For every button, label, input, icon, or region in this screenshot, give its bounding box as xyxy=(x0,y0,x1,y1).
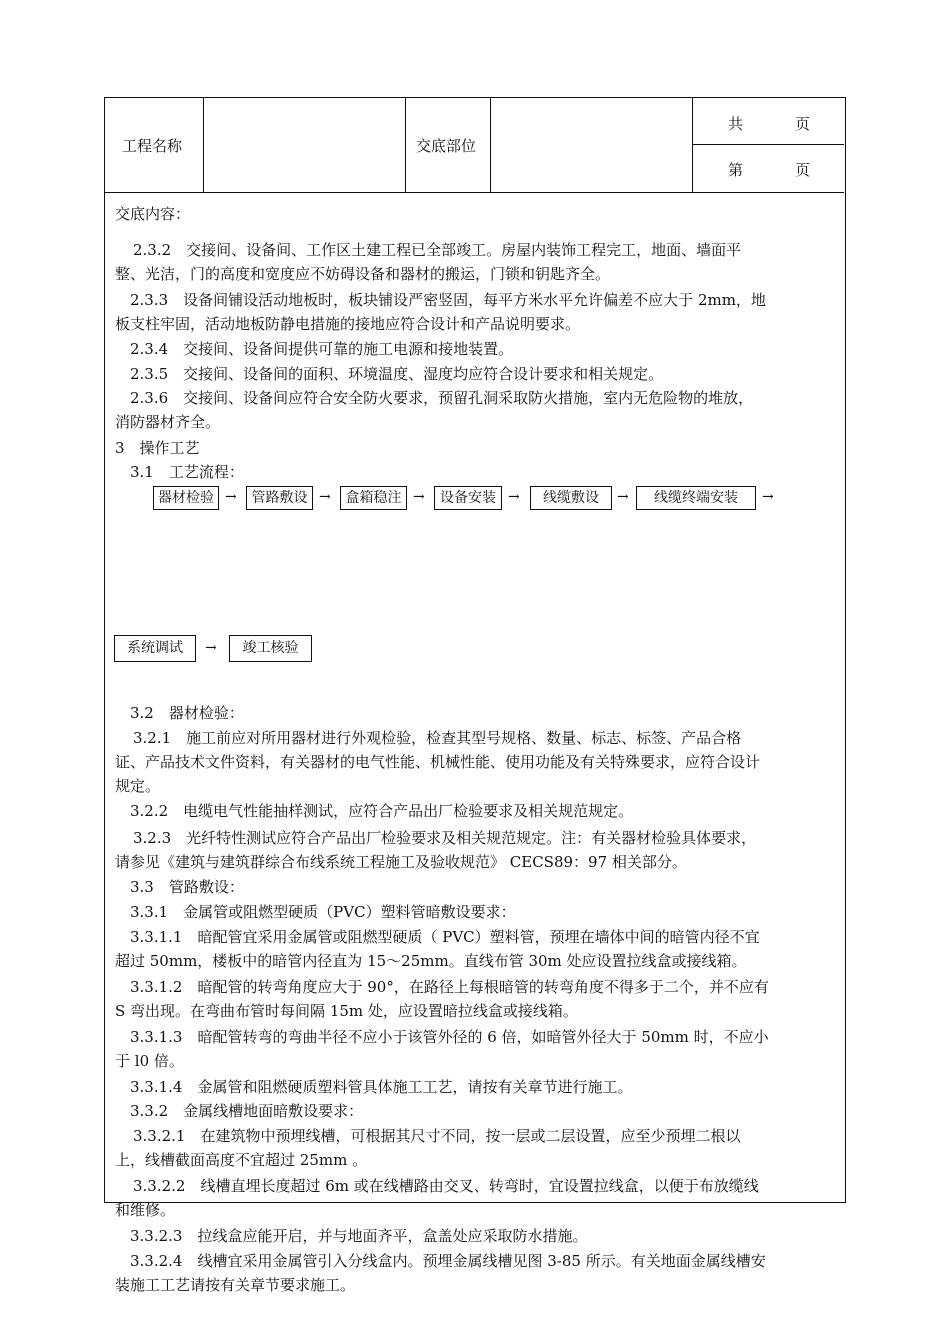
divider xyxy=(692,98,693,192)
section-heading-3: 3 操作工艺 xyxy=(115,439,200,457)
paragraph-3-3-2-3: 3.3.2.3 拉线盒应能开启，并与地面齐平，盒盖处应采取防水措施。 xyxy=(130,1227,588,1245)
paragraph-3-2-1: 3.2.1 施工前应对所用器材进行外观检验，检查其型号规格、数量、标志、标签、产品合格 证、产品技术文件资料，有关器材的电气性能、机械性能、使用功能及有关特殊要求，应符合设计 规定。 xyxy=(115,729,761,795)
paragraph-2-3-2: 2.3.2 交接间、设备间、工作区土建工程已全部竣工。房屋内装饰工程完工，地面、墙面平 整、光洁，门的高度和宽度应不妨碍设备和器材的搬运，门锁和钥匙齐全。 xyxy=(115,241,742,283)
handover-form xyxy=(104,97,846,1294)
flow-step-completion-acceptance: 竣工核验 xyxy=(229,635,312,662)
paragraph-3-3-1-1: 3.3.1.1 暗配管宜采用金属管或阻燃型硬质（ PVC）塑料管，预埋在墙体中间的暗管内径不宜 超过 50mm，楼板中的暗管内径直为 15～25mm。直线布管 30m 处应设置拉线盒或接线箱。 xyxy=(115,928,760,970)
flow-step-cable-termination: 线缆终端安装 xyxy=(636,486,756,510)
section-heading-3-3: 3.3 管路敷设： xyxy=(130,878,244,896)
flow-arrow-icon: → xyxy=(508,489,520,505)
paragraph-3-3-1: 3.3.1 金属管或阻燃型硬质（PVC）塑料管暗敷设要求： xyxy=(130,903,516,921)
divider xyxy=(692,144,844,145)
flow-step-equipment-install: 设备安装 xyxy=(434,486,502,510)
paragraph-3-3-1-3: 3.3.1.3 暗配管转弯的弯曲半径不应小于该管外径的 6 倍，如暗管外径大于 50mm 时，不应小 于 l0 倍。 xyxy=(115,1028,769,1070)
paragraph-3-2-3: 3.2.3 光纤特性测试应符合产品出厂检验要求及相关规范规定。注：有关器材检验具体要求， 请参见《建筑与建筑群综合布线系统工程施工及验收规范》 CECS89：97 相关部分。 xyxy=(115,829,757,871)
section-heading-3-1: 3.1 工艺流程： xyxy=(130,463,244,481)
project-name-label: 工程名称 xyxy=(122,137,183,155)
flow-arrow-icon: → xyxy=(319,489,331,505)
total-pages-unit: 页 xyxy=(795,115,811,133)
flow-arrow-icon: → xyxy=(617,489,629,505)
flow-step-cable-laying: 线缆敷设 xyxy=(530,486,612,510)
paragraph-3-2-2: 3.2.2 电缆电气性能抽样测试，应符合产品出厂检验要求及相关规范规定。 xyxy=(130,802,634,820)
content-intro: 交底内容： xyxy=(115,205,191,223)
paragraph-2-3-3: 2.3.3 设备间铺设活动地板时，板块铺设严密竖固，每平方米水平允许偏差不应大于 2mm，地 板支柱牢固，活动地板防静电措施的接地应符合设计和产品说明要求。 xyxy=(115,291,766,333)
page-number-unit: 页 xyxy=(795,161,811,179)
form-header xyxy=(105,98,844,193)
paragraph-3-3-2-1: 3.3.2.1 在建筑物中预埋线槽，可根据其尺寸不同，按一层或二层设置，应至少预埋二根以 上，线槽截面高度不宜超过 25mm 。 xyxy=(115,1127,741,1169)
flow-step-system-debugging: 系统调试 xyxy=(114,635,196,662)
flow-arrow-icon: → xyxy=(413,489,425,505)
paragraph-3-3-1-2: 3.3.1.2 暗配管的转弯角度应大于 90°，在路径上每根暗管的转弯角度不得多于二个，并不应有 S 弯出现。在弯曲布管时每间隔 15m 处，应设置暗拉线盒或接线箱。 xyxy=(115,978,769,1020)
divider xyxy=(490,98,491,192)
paragraph-3-3-2-4: 3.3.2.4 线槽宜采用金属管引入分线盒内。预埋金属线槽见图 3-85 所示。有关地面金属线槽安 装施工工艺请按有关章节要求施工。 xyxy=(115,1252,766,1294)
flow-step-conduit-laying: 管路敷设 xyxy=(246,486,313,510)
paragraph-2-3-5: 2.3.5 交接间、设备间的面积、环境温度、湿度均应符合设计要求和相关规定。 xyxy=(130,365,664,383)
paragraph-3-3-2-2: 3.3.2.2 线槽直埋长度超过 6m 或在线槽路由交叉、转弯时，宜设置拉线盒，以便于布放缆线 和维修。 xyxy=(115,1177,759,1219)
divider xyxy=(203,98,204,192)
paragraph-3-3-2: 3.3.2 金属线槽地面暗敷设要求： xyxy=(130,1102,364,1120)
flow-step-material-inspection: 器材检验 xyxy=(153,486,219,510)
paragraph-2-3-4: 2.3.4 交接间、设备间提供可靠的施工电源和接地装置。 xyxy=(130,340,514,358)
total-pages-label: 共 xyxy=(728,115,744,133)
paragraph-2-3-6: 2.3.6 交接间、设备间应符合安全防火要求，预留孔洞采取防火措施，室内无危险物的堆放， 消防器材齐全。 xyxy=(115,389,754,431)
page-number-label: 第 xyxy=(728,161,744,179)
divider xyxy=(405,98,406,192)
flow-arrow-icon: → xyxy=(762,489,774,505)
handover-part-label: 交底部位 xyxy=(416,137,477,155)
flow-arrow-icon: → xyxy=(225,489,237,505)
flow-step-box-fixing: 盒箱稳注 xyxy=(340,486,407,510)
paragraph-3-3-1-4: 3.3.1.4 金属管和阻燃硬质塑料管具体施工工艺，请按有关章节进行施工。 xyxy=(130,1078,633,1096)
section-heading-3-2: 3.2 器材检验： xyxy=(130,704,244,722)
flow-arrow-icon: → xyxy=(205,640,217,656)
